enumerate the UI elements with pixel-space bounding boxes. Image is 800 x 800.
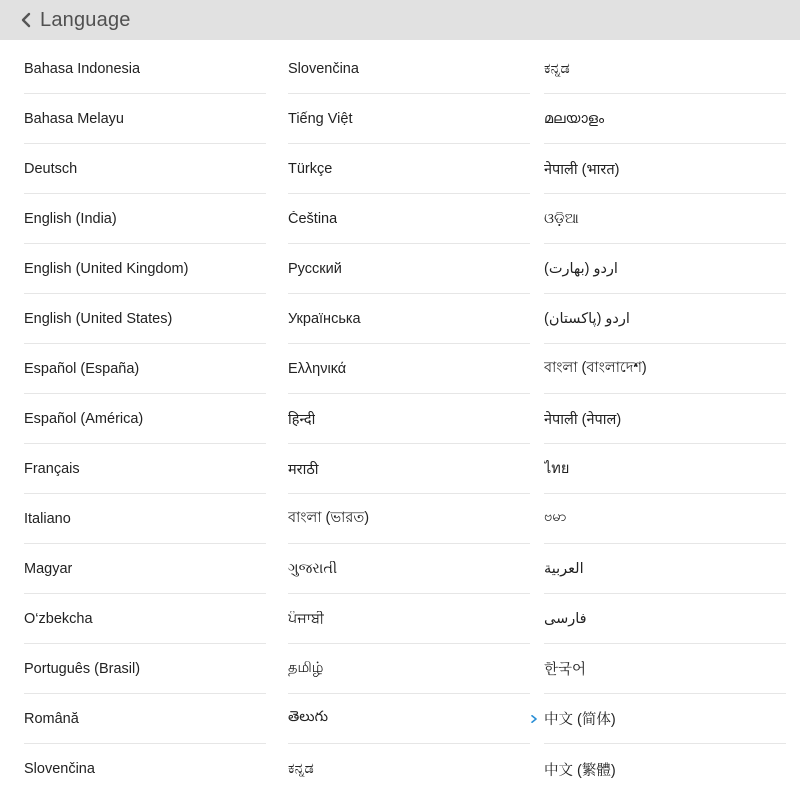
language-label: ଓଡ଼ିଆ (544, 210, 579, 227)
language-item[interactable] (288, 244, 530, 294)
language-item[interactable] (288, 394, 530, 444)
language-label: मराठी (288, 461, 319, 478)
language-label: Українська (288, 310, 361, 327)
language-item[interactable] (544, 194, 786, 244)
language-item[interactable] (544, 94, 786, 144)
language-column-2 (288, 44, 530, 794)
language-column-1 (24, 44, 266, 794)
language-label: ไทย (544, 461, 570, 477)
language-label: Русский (288, 260, 342, 277)
language-label: ಕನ್ನಡ (288, 761, 314, 777)
language-label: ಕನ್ನಡ (544, 60, 570, 77)
language-label: Français (24, 460, 80, 477)
language-list (0, 44, 800, 800)
language-item[interactable] (288, 744, 530, 794)
language-item[interactable] (24, 494, 266, 544)
language-item[interactable] (544, 244, 786, 294)
language-item[interactable] (288, 494, 530, 544)
language-item[interactable] (24, 444, 266, 494)
language-label: 中文 (繁體) (544, 762, 616, 779)
chevron-left-icon (18, 12, 34, 28)
language-label: ဗမာ (544, 509, 567, 525)
language-label: తెలుగు (288, 708, 329, 725)
language-label: বাংলা (ভারত) (288, 509, 370, 526)
language-item[interactable] (288, 644, 530, 694)
language-label: اردو (پاکستان) (544, 310, 630, 327)
language-label: Slovenčina (24, 761, 95, 777)
language-item[interactable] (288, 544, 530, 594)
language-item[interactable] (544, 644, 786, 694)
language-label: Slovenčina (288, 60, 359, 77)
language-item[interactable] (24, 544, 266, 594)
language-label: Ελληνικά (288, 360, 347, 377)
language-item[interactable] (24, 294, 266, 344)
language-item[interactable] (288, 44, 530, 94)
language-label: O‘zbekcha (24, 610, 93, 627)
language-item[interactable] (544, 694, 786, 744)
language-item[interactable] (544, 544, 786, 594)
language-item[interactable] (24, 144, 266, 194)
language-item[interactable] (24, 744, 266, 794)
language-label: Türkçe (288, 160, 333, 177)
language-item[interactable] (544, 44, 786, 94)
language-label: فارسی (544, 610, 587, 627)
language-column-3 (544, 44, 786, 794)
language-label: नेपाली (नेपाल) (544, 411, 622, 428)
language-item[interactable] (24, 94, 266, 144)
language-label: اردو (بھارت) (544, 260, 618, 277)
language-item[interactable] (288, 94, 530, 144)
language-label: ਪੰਜਾਬੀ (288, 610, 325, 627)
language-label: English (India) (24, 210, 117, 227)
language-label: Magyar (24, 560, 73, 577)
language-item[interactable] (544, 144, 786, 194)
language-item[interactable] (288, 444, 530, 494)
language-item[interactable] (24, 594, 266, 644)
language-label: বাংলা (বাংলাদেশ) (544, 359, 647, 376)
page-title: Language (40, 8, 131, 31)
language-label: हिन्दी (288, 411, 316, 428)
language-item[interactable] (288, 594, 530, 644)
title-bar (0, 0, 800, 40)
language-item[interactable] (24, 344, 266, 394)
language-item[interactable] (288, 194, 530, 244)
language-label: Română (24, 710, 79, 727)
language-label: ગુજરાતી (288, 560, 338, 577)
language-label: English (United Kingdom) (24, 260, 189, 277)
language-label: العربية (544, 560, 584, 577)
language-item[interactable] (288, 144, 530, 194)
language-label: Čeština (288, 210, 338, 227)
language-label: മലയാളം (544, 110, 605, 127)
language-item[interactable] (544, 344, 786, 394)
language-label: Tiếng Việt (288, 110, 353, 127)
language-item[interactable] (288, 344, 530, 394)
language-label: Deutsch (24, 160, 78, 177)
language-label: Italiano (24, 510, 71, 527)
back-button[interactable] (18, 0, 131, 40)
language-label: Português (Brasil) (24, 660, 141, 677)
language-item[interactable] (24, 644, 266, 694)
language-item[interactable] (24, 194, 266, 244)
language-label: Español (España) (24, 360, 140, 377)
language-item[interactable] (288, 694, 530, 744)
language-label: தமிழ் (288, 659, 324, 676)
language-item[interactable] (288, 294, 530, 344)
language-label: Bahasa Melayu (24, 110, 124, 127)
language-label: Bahasa Indonesia (24, 60, 141, 77)
language-label: 中文 (简体) (544, 712, 616, 728)
language-label: Español (América) (24, 410, 144, 427)
language-item[interactable] (24, 394, 266, 444)
language-label: English (United States) (24, 310, 173, 327)
language-item[interactable] (544, 394, 786, 444)
language-item[interactable] (24, 44, 266, 94)
chevron-right-icon (530, 715, 538, 723)
language-item[interactable] (544, 594, 786, 644)
language-item[interactable] (24, 244, 266, 294)
language-item[interactable] (544, 294, 786, 344)
language-item[interactable] (544, 744, 786, 794)
language-item[interactable] (544, 494, 786, 544)
language-item[interactable] (544, 444, 786, 494)
language-item[interactable] (24, 694, 266, 744)
language-label: नेपाली (भारत) (544, 161, 620, 178)
language-label: 한국어 (544, 662, 587, 678)
